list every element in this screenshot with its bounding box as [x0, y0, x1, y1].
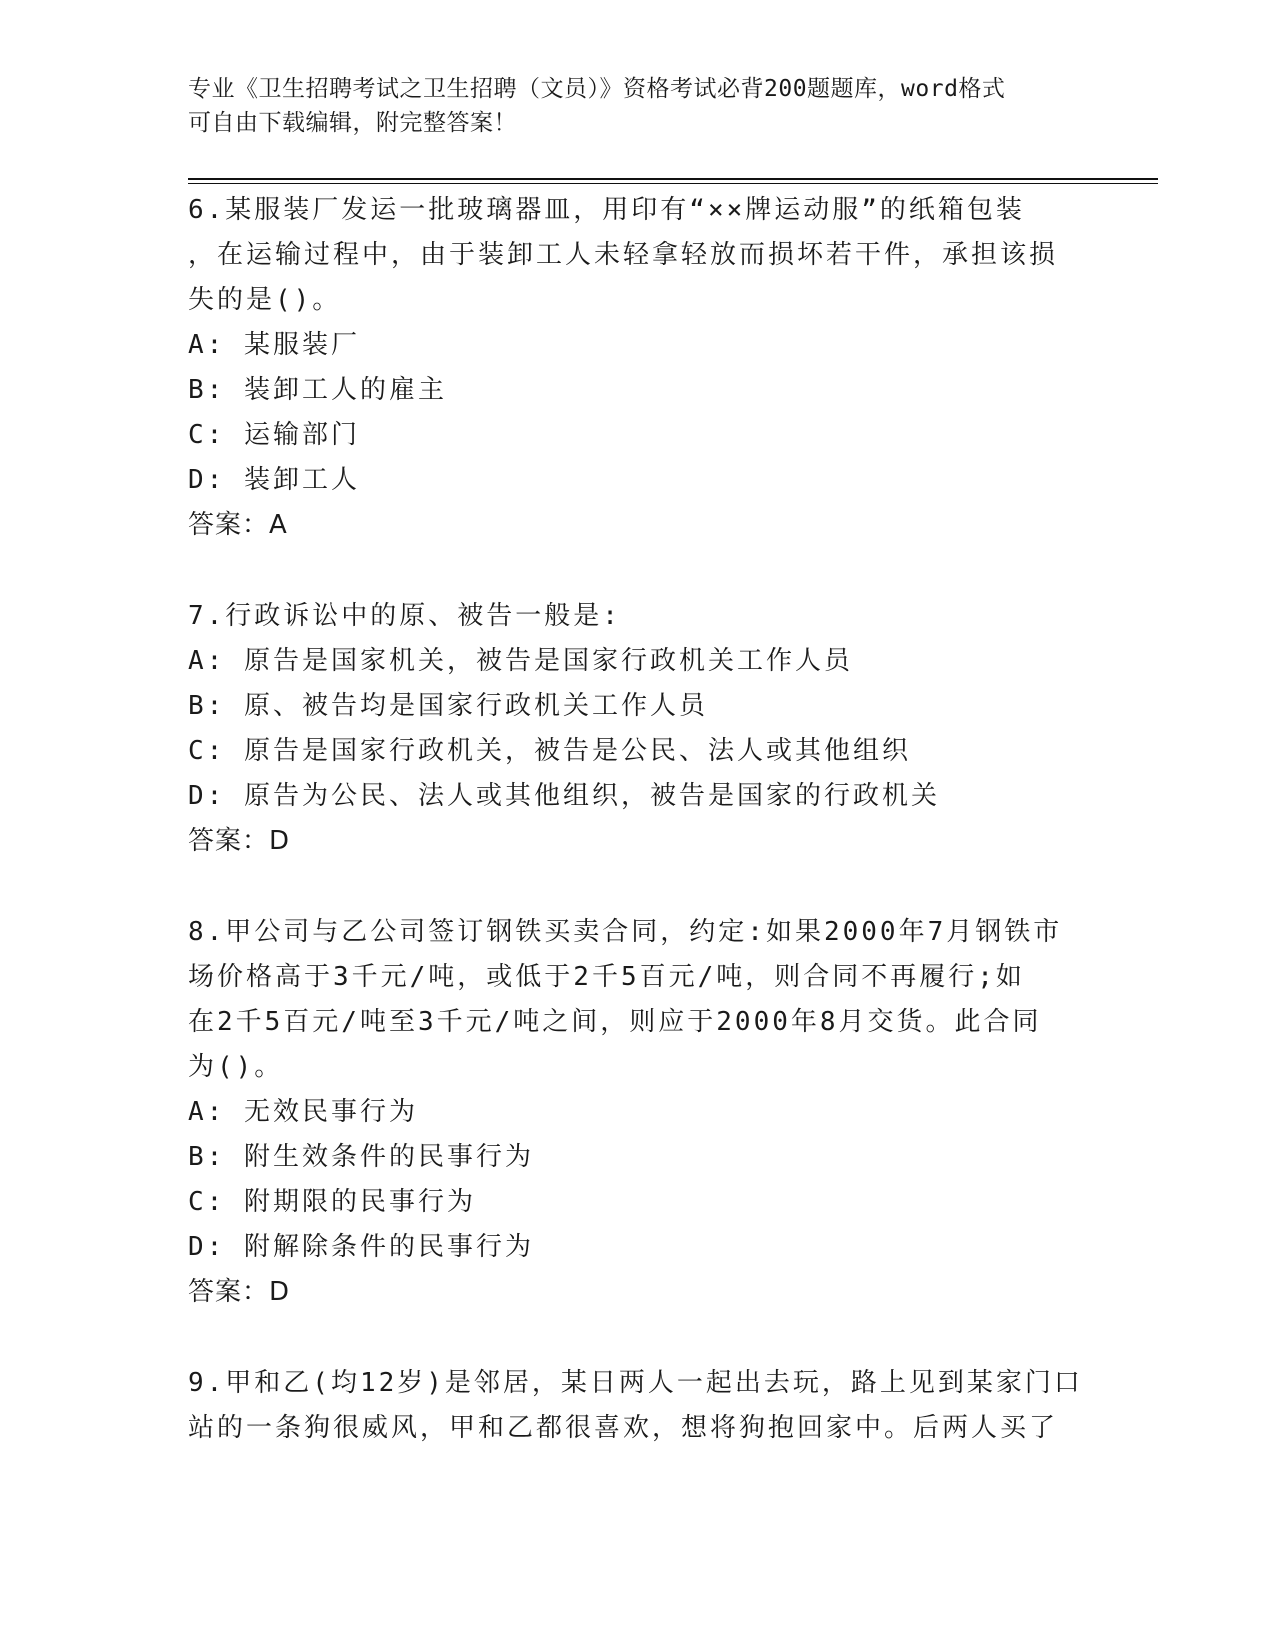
answer-line: 答案：D [188, 826, 291, 856]
option-c: C: 运输部门 [188, 420, 360, 450]
option-c: C: 原告是国家行政机关，被告是公民、法人或其他组织 [188, 736, 911, 766]
question-stem-line: 为()。 [188, 1052, 284, 1082]
question-stem-line: 失的是()。 [188, 285, 342, 315]
option-b: B: 装卸工人的雇主 [188, 375, 447, 405]
answer-line: 答案：D [188, 1277, 291, 1307]
question-stem-line: 场价格高于3千元/吨，或低于2千5百元/吨，则合同不再履行;如 [188, 962, 1025, 992]
header-rule-thin [188, 183, 1158, 184]
option-c: C: 附期限的民事行为 [188, 1187, 476, 1217]
question-8 [188, 910, 1088, 1315]
header-rule-thick [188, 178, 1158, 180]
question-stem-line: 7.行政诉讼中的原、被告一般是: [188, 601, 621, 631]
option-d: D: 装卸工人 [188, 465, 360, 495]
option-a: A: 无效民事行为 [188, 1097, 418, 1127]
question-stem-line: 6.某服装厂发运一批玻璃器皿，用印有“××牌运动服”的纸箱包装 [188, 195, 1025, 225]
header-line-1: 专业《卫生招聘考试之卫生招聘（文员）》资格考试必背200题题库，word格式 [188, 76, 1006, 102]
header-line-2: 可自由下载编辑，附完整答案！ [188, 110, 517, 136]
option-a: A: 原告是国家机关，被告是国家行政机关工作人员 [188, 646, 853, 676]
question-stem-line: ，在运输过程中，由于装卸工人未轻拿轻放而损坏若干件，承担该损 [188, 240, 1059, 270]
question-stem-line: 9.甲和乙(均12岁)是邻居，某日两人一起出去玩，路上见到某家门口 [188, 1368, 1083, 1398]
answer-line: 答案：A [188, 510, 288, 540]
document-header [188, 72, 1088, 140]
question-stem-line: 站的一条狗很威风，甲和乙都很喜欢，想将狗抱回家中。后两人买了 [188, 1413, 1059, 1443]
question-stem-line: 8.甲公司与乙公司签订钢铁买卖合同，约定:如果2000年7月钢铁市 [188, 917, 1063, 947]
question-9 [188, 1361, 1088, 1451]
question-stem-line: 在2千5百元/吨至3千元/吨之间，则应于2000年8月交货。此合同 [188, 1007, 1042, 1037]
question-7 [188, 594, 1088, 864]
option-a: A: 某服装厂 [188, 330, 360, 360]
question-list [188, 188, 1088, 1497]
option-b: B: 附生效条件的民事行为 [188, 1142, 534, 1172]
question-6 [188, 188, 1088, 548]
option-d: D: 原告为公民、法人或其他组织，被告是国家的行政机关 [188, 781, 940, 811]
option-d: D: 附解除条件的民事行为 [188, 1232, 534, 1262]
option-b: B: 原、被告均是国家行政机关工作人员 [188, 691, 708, 721]
